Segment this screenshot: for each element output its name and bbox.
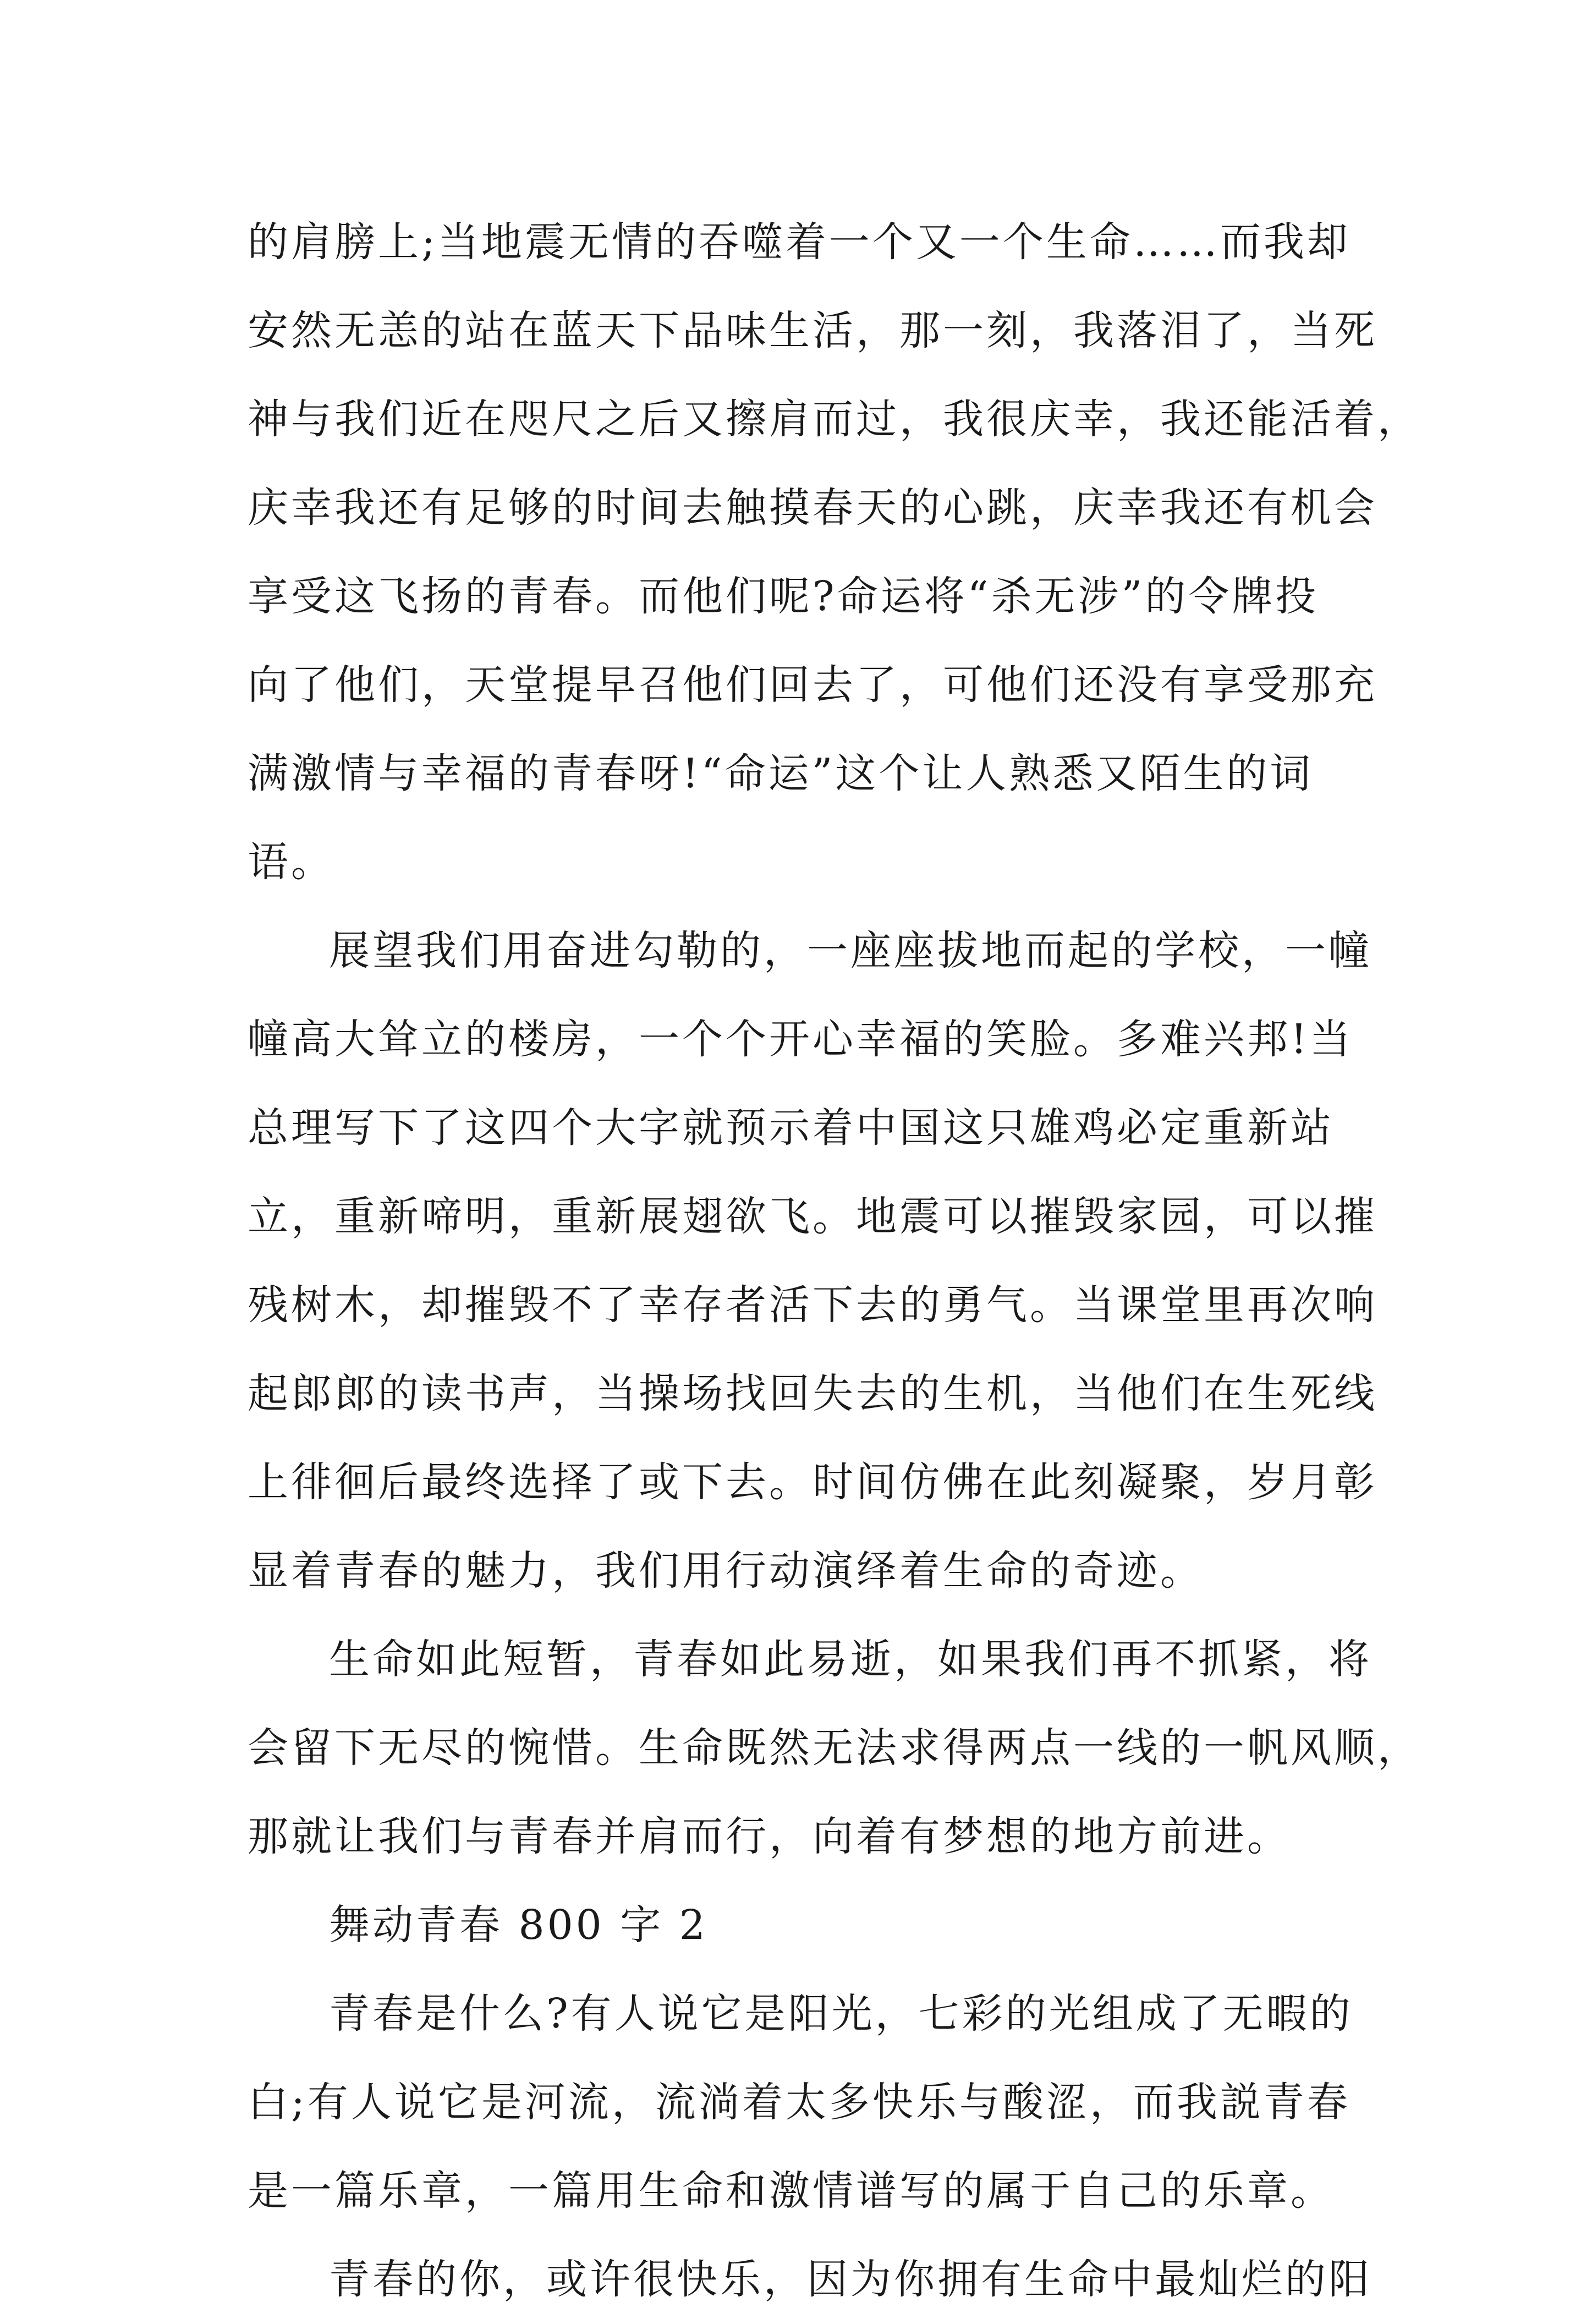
text-line: 生命如此短暂，青春如此易逝，如果我们再不抓紧，将 <box>329 1636 1372 1683</box>
text-line: 享受这飞扬的青春。而他们呢?命运将“杀无涉”的令牌投 <box>248 573 1319 620</box>
text-line: 总理写下了这四个大字就预示着中国这只雄鸡必定重新站 <box>248 1104 1334 1152</box>
text-line: 幢高大耸立的楼房，一个个开心幸福的笑脸。多难兴邦!当 <box>248 1016 1353 1063</box>
text-line: 舞动青春 800 字 2 <box>329 1901 708 1949</box>
text-line: 残树木，却摧毁不了幸存者活下去的勇气。当课堂里再次响 <box>248 1281 1377 1329</box>
text-line: 显着青春的魅力，我们用行动演绎着生命的奇迹。 <box>248 1547 1204 1594</box>
text-line: 青春的你，或许很快乐，因为你拥有生命中最灿烂的阳 <box>329 2256 1372 2303</box>
text-line: 起郎郎的读书声，当操场找回失去的生机，当他们在生死线 <box>248 1370 1377 1417</box>
text-line: 的肩膀上;当地震无情的吞噬着一个又一个生命……而我却 <box>248 218 1351 266</box>
text-line: 白;有人说它是河流，流淌着太多快乐与酸涩，而我説青春 <box>248 2079 1351 2126</box>
text-line: 语。 <box>248 838 334 886</box>
text-line: 安然无恙的站在蓝天下品味生活，那一刻，我落泪了，当死 <box>248 307 1377 354</box>
text-line: 神与我们近在咫尺之后又擦肩而过，我很庆幸，我还能活着， <box>248 396 1421 443</box>
text-line: 立，重新啼明，重新展翅欲飞。地震可以摧毁家园，可以摧 <box>248 1193 1377 1240</box>
body-text <box>248 198 1421 2324</box>
text-line: 青春是什么?有人说它是阳光，七彩的光组成了无暇的 <box>329 1990 1353 2037</box>
text-line: 满激情与幸福的青春呀!“命运”这个让人熟悉又陌生的词 <box>248 750 1314 797</box>
text-line: 会留下无尽的惋惜。生命既然无法求得两点一线的一帆风顺， <box>248 1724 1421 1772</box>
text-line: 上徘徊后最终选择了或下去。时间仿佛在此刻凝聚，岁月彰 <box>248 1459 1377 1506</box>
text-line: 庆幸我还有足够的时间去触摸春天的心跳，庆幸我还有机会 <box>248 484 1377 531</box>
text-line: 展望我们用奋进勾勒的，一座座拔地而起的学校，一幢 <box>329 927 1372 974</box>
text-line: 向了他们，天堂提早召他们回去了，可他们还没有享受那充 <box>248 661 1377 709</box>
text-line: 是一篇乐章，一篇用生命和激情谱写的属于自己的乐章。 <box>248 2167 1334 2215</box>
text-line: 那就让我们与青春并肩而行，向着有梦想的地方前进。 <box>248 1813 1291 1860</box>
